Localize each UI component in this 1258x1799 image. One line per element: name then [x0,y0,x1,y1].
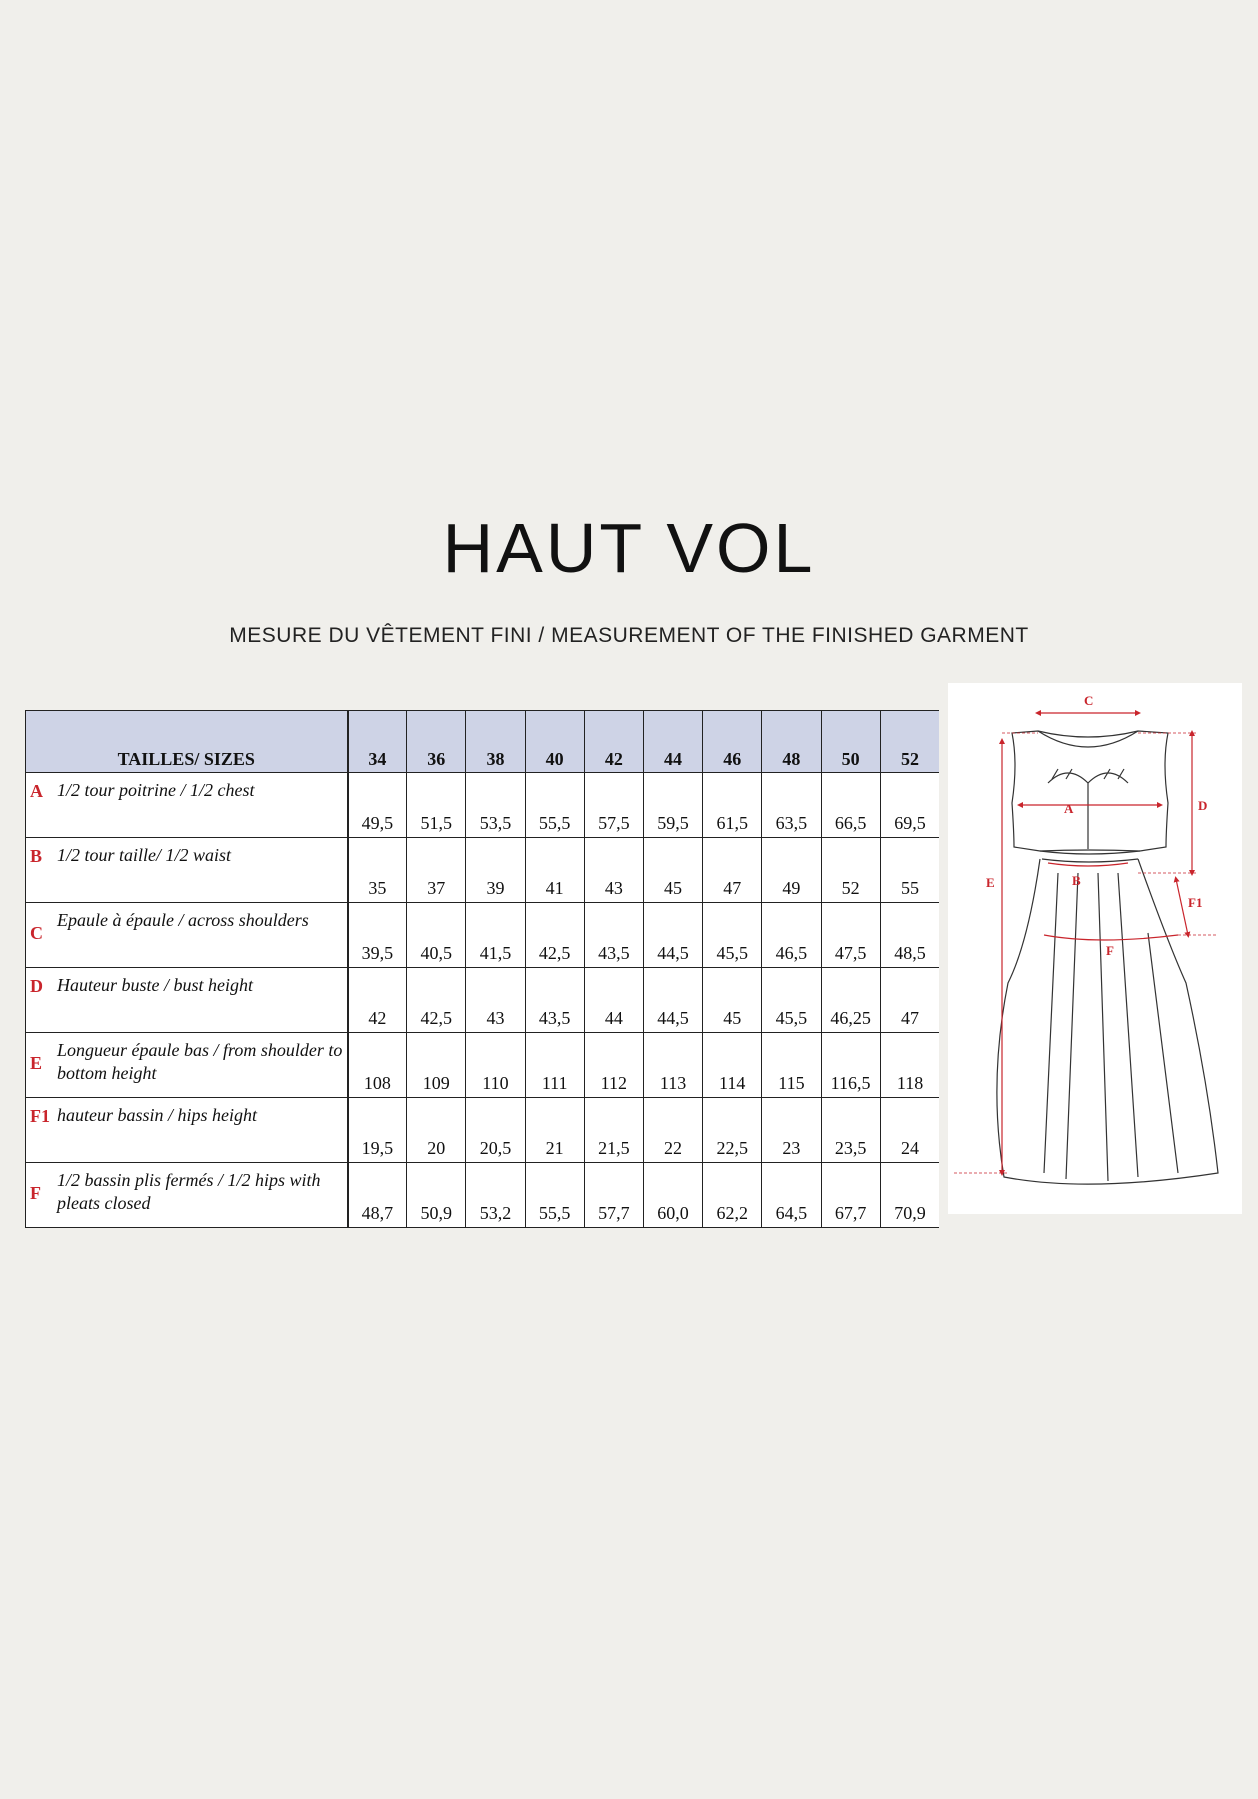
table-cell: 66,5 [821,773,880,838]
row-key: E [30,1053,43,1073]
table-cell: 24 [880,1098,939,1163]
table-cell: 20,5 [466,1098,525,1163]
label-c: C [1084,693,1094,708]
row-key: F [30,1183,41,1203]
row-label-text: Epaule à épaule / across shoulders [57,910,309,930]
table-cell: 39 [466,838,525,903]
table-cell: 67,7 [821,1163,880,1228]
row-key: A [30,781,43,801]
page-title: HAUT VOL [442,509,816,587]
table-cell: 42 [348,968,407,1033]
table-cell: 47 [880,968,939,1033]
table-cell: 70,9 [880,1163,939,1228]
table-cell: 39,5 [348,903,407,968]
table-cell: 110 [466,1033,525,1098]
table-cell: 49 [762,838,821,903]
table-cell: 23,5 [821,1098,880,1163]
table-cell: 47 [703,838,762,903]
size-header: 34 [348,711,407,773]
table-cell: 55,5 [525,1163,584,1228]
size-header: 38 [466,711,525,773]
table-cell: 111 [525,1033,584,1098]
label-e: E [986,875,995,890]
row-label [26,1163,348,1228]
row-key: C [30,923,43,943]
table-cell: 118 [880,1033,939,1098]
size-header: 36 [407,711,466,773]
table-cell: 69,5 [880,773,939,838]
row-label-text: 1/2 bassin plis fermés / 1/2 hips with pleats closed [57,1170,321,1213]
table-cell: 48,7 [348,1163,407,1228]
table-cell: 21,5 [584,1098,643,1163]
table-cell: 62,2 [703,1163,762,1228]
table-cell: 19,5 [348,1098,407,1163]
table-cell: 55,5 [525,773,584,838]
row-label [26,968,348,1033]
table-cell: 43 [584,838,643,903]
table-cell: 41,5 [466,903,525,968]
table-cell: 57,7 [584,1163,643,1228]
row-label [26,1033,348,1098]
size-header: 44 [643,711,702,773]
table-cell: 53,5 [466,773,525,838]
label-d: D [1198,798,1208,813]
label-a: A [1064,801,1074,816]
row-key: B [30,846,43,866]
sizes-header-label: TAILLES/ SIZES [26,711,348,773]
table-cell: 45 [703,968,762,1033]
table-cell: 43,5 [584,903,643,968]
table-cell: 50,9 [407,1163,466,1228]
table-cell: 48,5 [880,903,939,968]
garment-diagram [948,683,1242,1214]
table-cell: 43 [466,968,525,1033]
row-key: D [30,976,43,996]
table-row [26,838,940,903]
size-header: 48 [762,711,821,773]
row-label-text: Longueur épaule bas / from shoulder to bottom height [57,1040,343,1083]
table-cell: 35 [348,838,407,903]
table-header-row [26,711,940,773]
table-row [26,903,940,968]
row-label [26,773,348,838]
table-cell: 116,5 [821,1033,880,1098]
table-cell: 51,5 [407,773,466,838]
table-cell: 44 [584,968,643,1033]
label-f: F [1106,943,1114,958]
row-label [26,838,348,903]
table-row [26,1033,940,1098]
table-cell: 42,5 [525,903,584,968]
table-cell: 114 [703,1033,762,1098]
table-cell: 49,5 [348,773,407,838]
size-chart-table [25,710,939,1228]
row-label-text: Hauteur buste / bust height [57,975,253,995]
page-subtitle: MESURE DU VÊTEMENT FINI / MEASUREMENT OF THE FINISHED GARMENT [229,624,1029,647]
label-f1: F1 [1188,895,1203,910]
measurement-lines [1002,713,1192,1173]
table-cell: 22,5 [703,1098,762,1163]
row-label [26,903,348,968]
size-header: 46 [703,711,762,773]
table-cell: 61,5 [703,773,762,838]
table-cell: 52 [821,838,880,903]
table-cell: 45,5 [703,903,762,968]
table-cell: 45 [643,838,702,903]
table-row [26,1098,940,1163]
table-cell: 46,25 [821,968,880,1033]
table-cell: 57,5 [584,773,643,838]
table-cell: 63,5 [762,773,821,838]
table-cell: 43,5 [525,968,584,1033]
table-row [26,1163,940,1228]
table-cell: 37 [407,838,466,903]
table-cell: 44,5 [643,903,702,968]
table-cell: 108 [348,1033,407,1098]
table-cell: 45,5 [762,968,821,1033]
row-label-text: hauteur bassin / hips height [57,1105,258,1125]
table-cell: 21 [525,1098,584,1163]
table-cell: 112 [584,1033,643,1098]
table-cell: 47,5 [821,903,880,968]
row-label-text: 1/2 tour taille/ 1/2 waist [57,845,232,865]
measurement-table [25,710,939,1228]
row-key: F1 [30,1106,50,1126]
size-header: 52 [880,711,939,773]
table-cell: 60,0 [643,1163,702,1228]
row-label [26,1098,348,1163]
table-cell: 23 [762,1098,821,1163]
size-header: 50 [821,711,880,773]
guide-lines [954,733,1218,1173]
table-cell: 115 [762,1033,821,1098]
size-header: 42 [584,711,643,773]
row-label-text: 1/2 tour poitrine / 1/2 chest [57,780,255,800]
table-cell: 53,2 [466,1163,525,1228]
label-b: B [1072,873,1081,888]
table-cell: 113 [643,1033,702,1098]
table-row [26,968,940,1033]
table-cell: 20 [407,1098,466,1163]
table-cell: 40,5 [407,903,466,968]
table-cell: 42,5 [407,968,466,1033]
size-header: 40 [525,711,584,773]
table-cell: 55 [880,838,939,903]
table-cell: 109 [407,1033,466,1098]
table-row [26,773,940,838]
table-cell: 64,5 [762,1163,821,1228]
table-cell: 22 [643,1098,702,1163]
table-cell: 46,5 [762,903,821,968]
table-cell: 59,5 [643,773,702,838]
table-cell: 44,5 [643,968,702,1033]
dress-illustration [948,683,1242,1214]
table-cell: 41 [525,838,584,903]
